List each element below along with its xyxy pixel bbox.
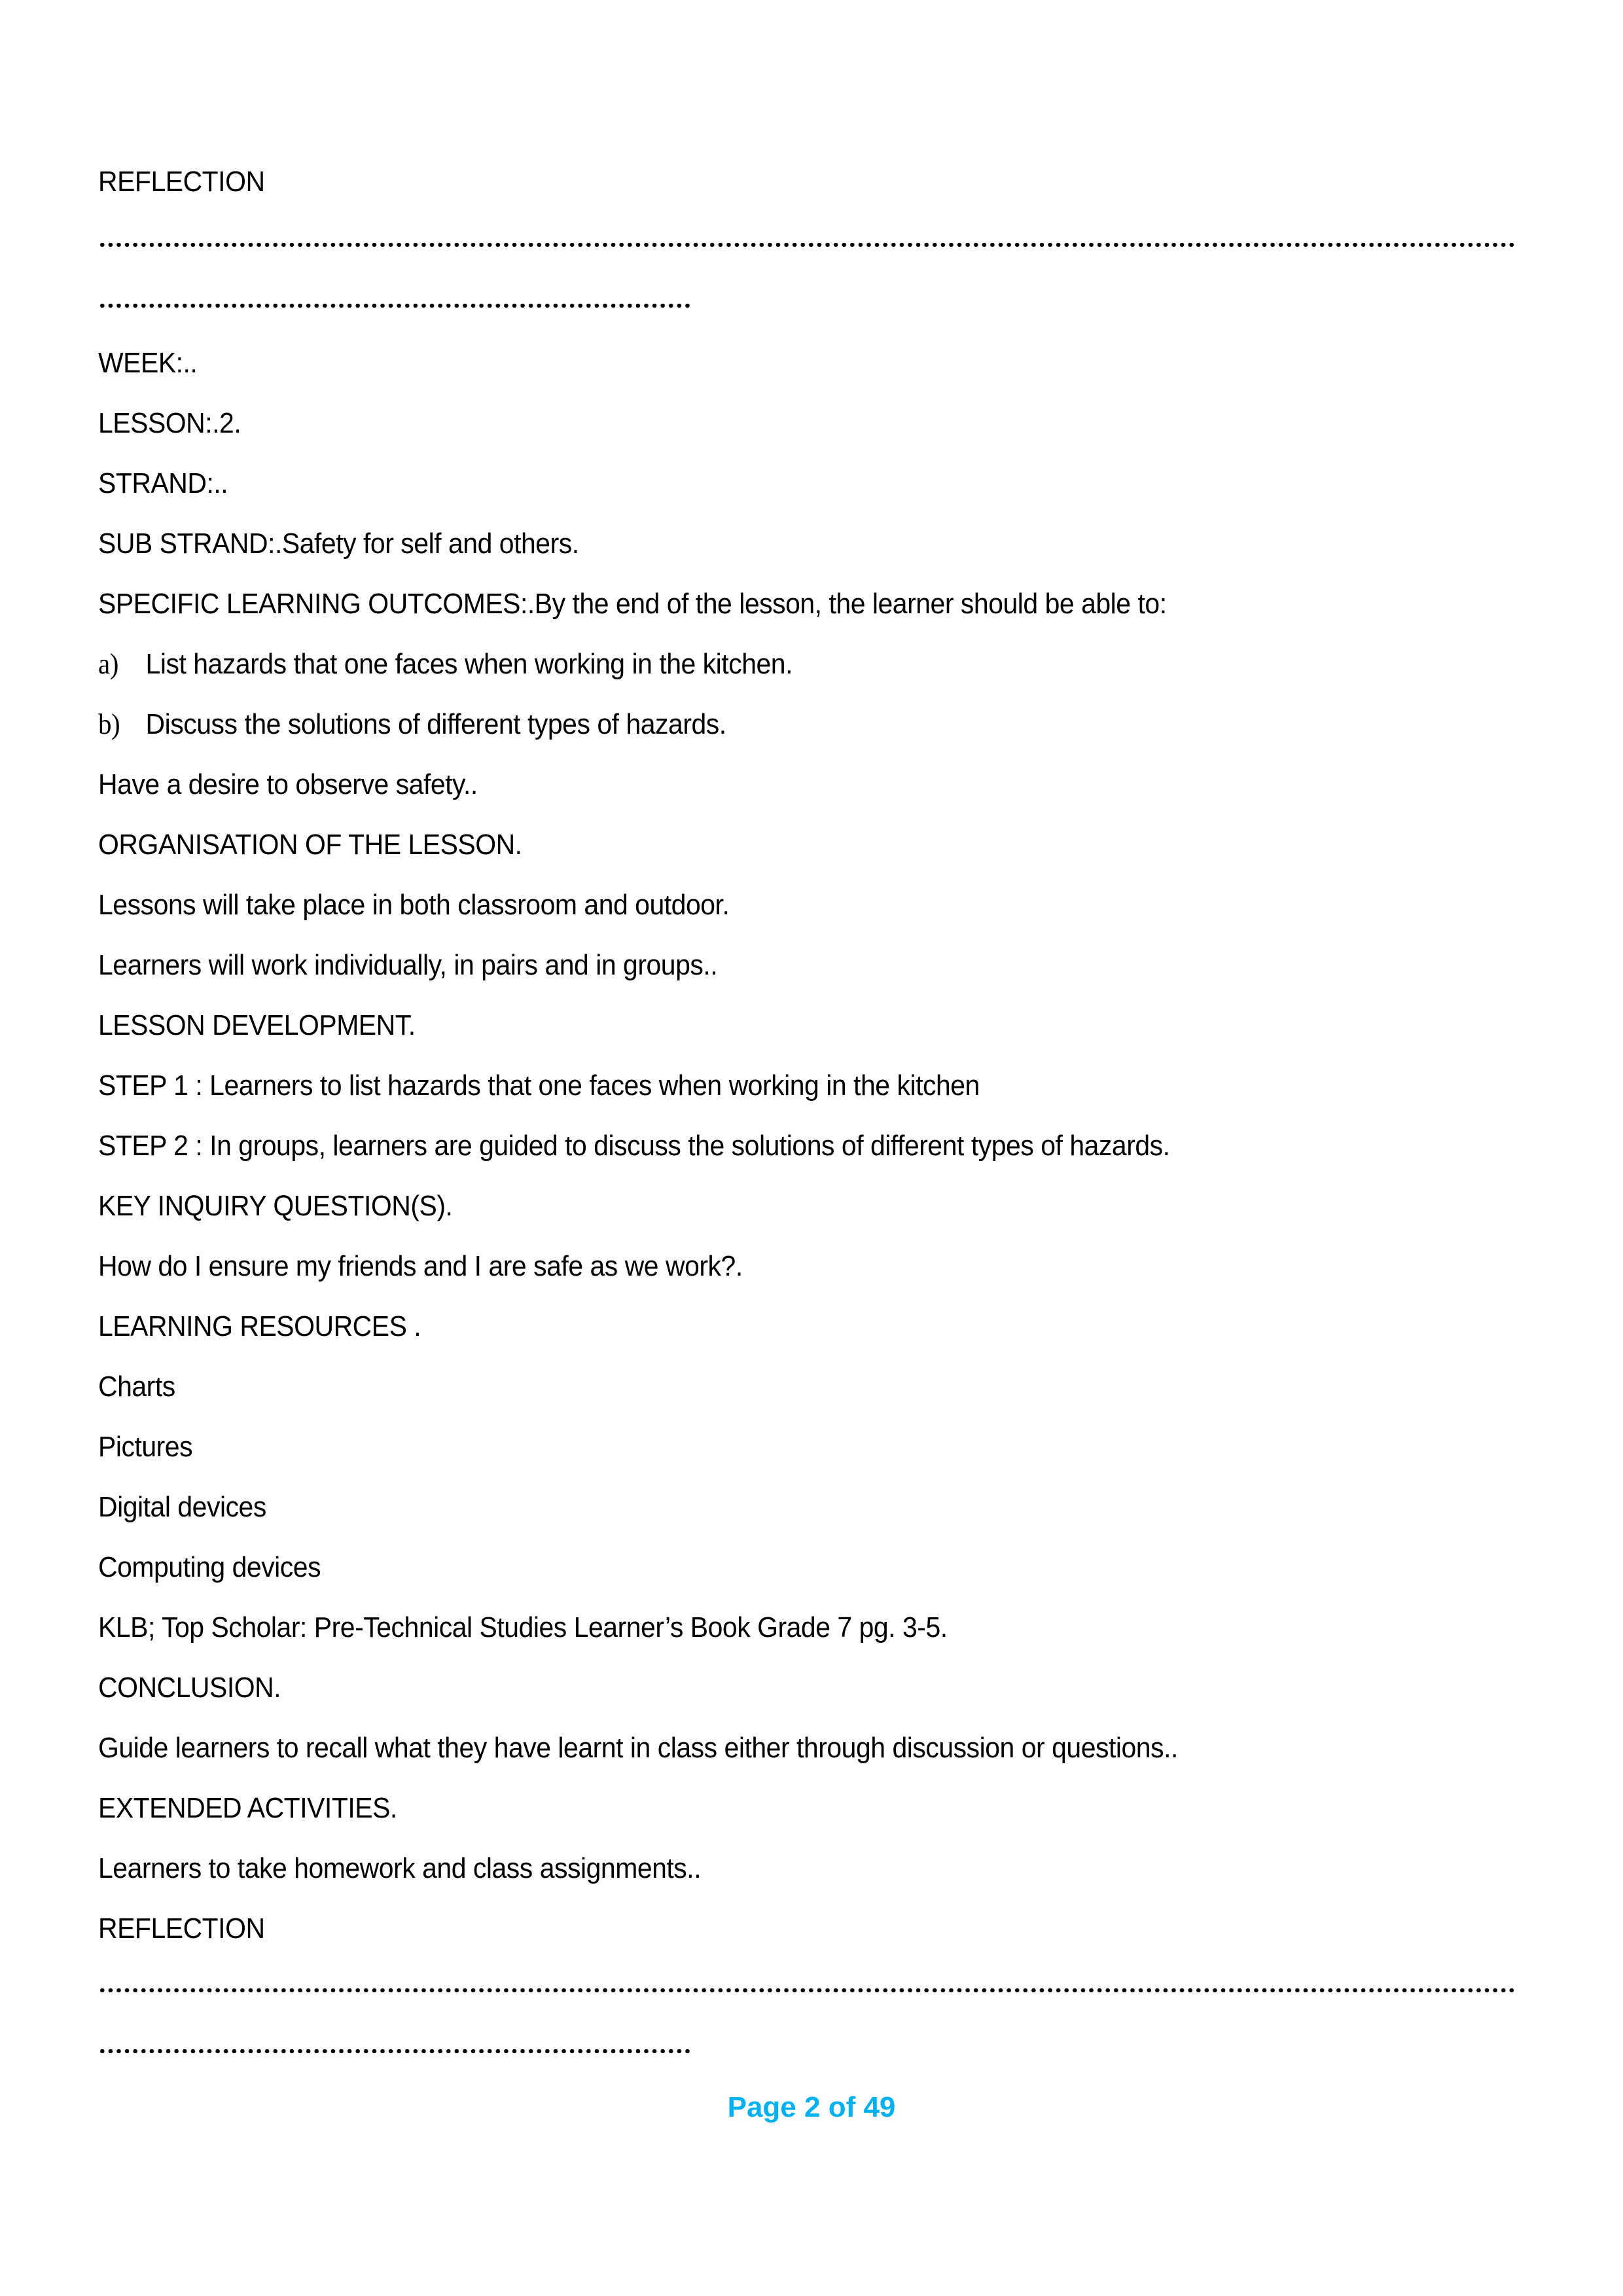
outcome-item — [98, 646, 793, 683]
reflection-heading-bottom: REFLECTION — [98, 1912, 265, 1945]
development-step: STEP 2 : In groups, learners are guided to discuss the solutions of different types of hazards. — [98, 1130, 1170, 1162]
lesson-field: LESSON:.2. — [98, 407, 241, 439]
conclusion-heading: CONCLUSION. — [98, 1672, 281, 1704]
specific-outcomes-field: SPECIFIC LEARNING OUTCOMES:.By the end of the lesson, the learner should be able to: — [98, 588, 1167, 620]
inquiry-question: How do I ensure my friends and I are safe as we work?. — [98, 1250, 743, 1282]
page-number-footer: Page 2 of 49 — [727, 2091, 896, 2123]
resources-heading: LEARNING RESOURCES . — [98, 1310, 421, 1342]
development-step: STEP 1 : Learners to list hazards that one faces when working in the kitchen — [98, 1069, 980, 1102]
extended-text: Learners to take homework and class assignments.. — [98, 1852, 702, 1884]
resource-item: Digital devices — [98, 1491, 266, 1523]
reflection-heading-top: REFLECTION — [98, 166, 265, 198]
outcome-text: Discuss the solutions of different types of hazards. — [145, 708, 726, 740]
attitude-text: Have a desire to observe safety.. — [98, 768, 478, 800]
strand-field: STRAND:.. — [98, 467, 228, 499]
list-marker: a) — [98, 648, 118, 680]
organisation-heading: ORGANISATION OF THE LESSON. — [98, 829, 522, 861]
resource-item: Charts — [98, 1371, 175, 1403]
extended-heading: EXTENDED ACTIVITIES. — [98, 1792, 397, 1824]
conclusion-text: Guide learners to recall what they have learnt in class either through discussion or questions.. — [98, 1732, 1178, 1764]
reflection-dotted-line-4 — [98, 2049, 690, 2053]
organisation-line: Lessons will take place in both classroom and outdoor. — [98, 889, 730, 921]
reflection-dotted-line-3 — [98, 1988, 1516, 1992]
list-marker: b) — [98, 708, 120, 740]
organisation-line: Learners will work individually, in pairs and in groups.. — [98, 949, 718, 981]
sub-strand-field: SUB STRAND:.Safety for self and others. — [98, 528, 579, 560]
inquiry-heading: KEY INQUIRY QUESTION(S). — [98, 1190, 453, 1222]
development-heading: LESSON DEVELOPMENT. — [98, 1009, 416, 1041]
resource-item: KLB; Top Scholar: Pre-Technical Studies Learner’s Book Grade 7 pg. 3-5. — [98, 1611, 948, 1643]
week-field: WEEK:.. — [98, 347, 198, 379]
resource-item: Computing devices — [98, 1551, 321, 1583]
reflection-dotted-line-1 — [98, 243, 1516, 247]
outcome-text: List hazards that one faces when working in the kitchen. — [145, 648, 793, 680]
resource-item: Pictures — [98, 1431, 193, 1463]
reflection-dotted-line-2 — [98, 304, 690, 308]
outcome-item — [98, 706, 726, 743]
